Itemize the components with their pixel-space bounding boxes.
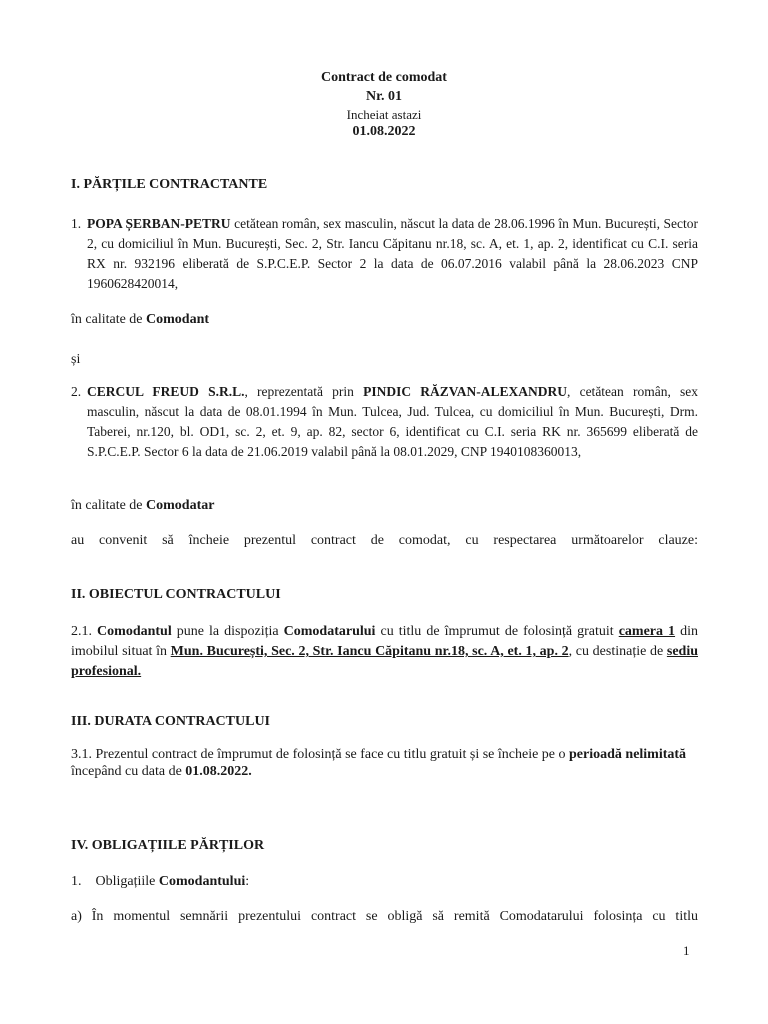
section-heading-duration: III. DURATA CONTRACTULUI <box>71 714 271 729</box>
comodant-term: Comodantului <box>158 874 246 889</box>
party2-number: 2. <box>71 384 82 399</box>
party1-number: 1. <box>71 216 82 231</box>
obligation-a: a) În momentul semnării prezentului contract se obligă să remită Comodatarului folosința cu titlu <box>71 909 698 924</box>
party2-name: CERCUL FREUD S.R.L. <box>87 384 245 399</box>
contract-date: 01.08.2022 <box>352 124 416 139</box>
role-prefix: în calitate de <box>71 498 147 513</box>
party2-paragraph <box>87 382 698 462</box>
clause-text: pune la dispoziția <box>171 624 284 639</box>
contract-title: Contract de comodat <box>321 70 447 85</box>
contract-number: Nr. 01 <box>365 89 403 104</box>
address-term: Mun. București, Sec. 2, Str. Iancu Căpitanu nr.18, sc. A, et. 1, ap. 2 <box>170 644 569 659</box>
party1-details: cetătean român, sex masculin, născut la data de 28.06.1996 în Mun. București, Sector 2, cu domiciliul în Mun. București, Sec. 2, Str. Iancu Căpitanu nr.18, sc. A, et. 1, ap. 2, identificat cu C.I. seria RX nr. 932196 eliberată de S.P.C.E.P. Sector 2 la data de 06.07.2016 valabil până la 28.06.2023 CNP 1960628420014, <box>87 216 699 291</box>
agreement-statement: au convenit să încheie prezentul contract de comodat, cu respectarea următoarelor clauze: <box>71 533 698 548</box>
section-heading-obligations: IV. OBLIGAȚIILE PĂRȚILOR <box>71 838 265 853</box>
comodant-term: Comodantul <box>97 624 172 639</box>
item-number: 1. <box>71 874 82 889</box>
clause-text: 3.1. Prezentul contract de împrumut de folosință se face cu titlu gratuit și se încheie pe o <box>71 747 570 762</box>
party2-representative: PINDIC RĂZVAN-ALEXANDRU <box>363 384 568 399</box>
party1-name: POPA ȘERBAN-PETRU <box>87 216 231 231</box>
party1-paragraph <box>87 214 698 294</box>
clause-text: cu titlu de împrumut de folosință gratuit <box>375 624 619 639</box>
start-date-term: 01.08.2022. <box>185 764 252 779</box>
duration-clause <box>71 746 698 780</box>
concluded-label: Incheiat astazi <box>346 107 422 122</box>
role-prefix: în calitate de <box>71 312 147 327</box>
section-heading-object: II. OBIECTUL CONTRACTULUI <box>71 587 281 602</box>
clause-text: din imobilul situat în <box>71 624 698 659</box>
and-conjunction: și <box>71 352 81 367</box>
party2-mid: , reprezentată prin <box>244 384 364 399</box>
clause-text: începând cu data de <box>71 764 186 779</box>
page-number: 1 <box>683 943 690 958</box>
clause-text: : <box>245 874 250 889</box>
obligations-item <box>71 872 698 892</box>
clause-text: , cu destinație de <box>568 644 667 659</box>
object-clause <box>71 622 698 682</box>
role-comodant: Comodant <box>146 312 210 327</box>
party2-role <box>71 496 698 516</box>
clause-number: 2.1. <box>71 624 98 639</box>
comodatar-term: Comodatarului <box>283 624 376 639</box>
party2-details: , cetătean român, sex masculin, născut la data de 08.01.1994 în Mun. Tulcea, Jud. Tulcea, cu domiciliul în Mun. București, Drm. Taberei, nr.120, bl. OD1, sc. 2, et. 9, ap. 82, sector 6, identificat cu C.I. seria RK nr. 365699 eliberată de S.P.C.E.P. Sector 6 la data de 21.06.2019 valabil până la 08.01.2029, CNP 1940108360013, <box>87 384 698 459</box>
role-comodatar: Comodatar <box>146 498 215 513</box>
unlimited-period-term: perioadă nelimitată <box>569 747 687 762</box>
destination-term: sediu profesional. <box>71 644 699 679</box>
party1-role <box>71 310 698 330</box>
section-heading-parties: I. PĂRȚILE CONTRACTANTE <box>71 177 268 192</box>
clause-text: Obligațiile <box>95 874 159 889</box>
room-term: camera 1 <box>618 624 676 639</box>
